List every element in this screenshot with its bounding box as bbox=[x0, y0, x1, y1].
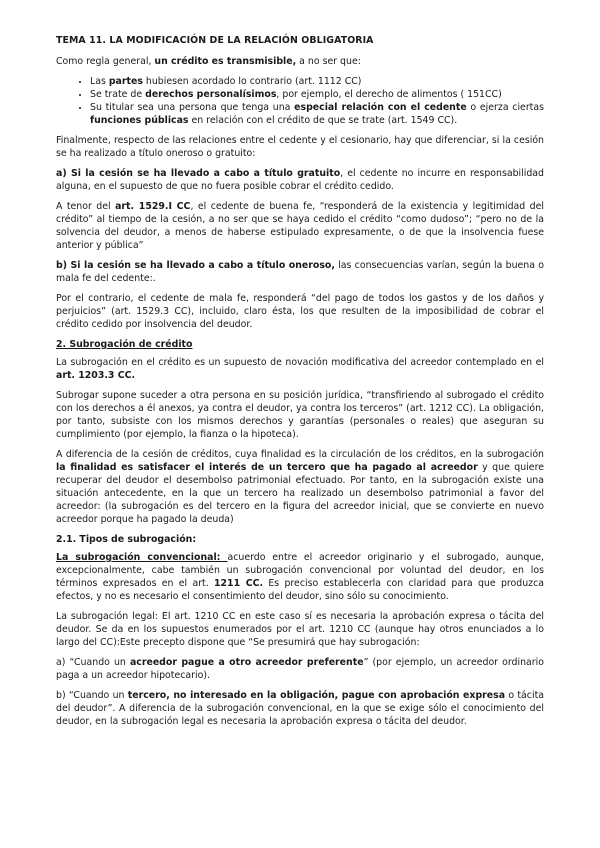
oneroso-paragraph bbox=[56, 259, 544, 285]
subrogacion-text: La subrogación en el crédito es un supuesto de novación modificativa del acreedor contemplado en el bbox=[56, 357, 544, 368]
list-item-bold: derechos personalísimos bbox=[145, 89, 277, 100]
oneroso-bold: b) Si la cesión se ha llevado a cabo a título oneroso, bbox=[56, 260, 335, 271]
gratuito-text: , el cedente no incurre en responsabilidad alguna, en el supuesto de que no fuera posible cobrar el crédito cedido. bbox=[56, 168, 544, 192]
list-item-bold: especial relación con el cedente bbox=[294, 102, 467, 113]
tenor-text: A tenor del bbox=[56, 201, 116, 212]
oneroso-text: las consecuencias varían, según la buena o mala fe del cedente:. bbox=[56, 260, 544, 284]
section-heading-tipos: 2.1. Tipos de subrogación: bbox=[56, 534, 197, 545]
list-item-text: o ejerza ciertas bbox=[466, 102, 544, 113]
gratuito-bold: a) Si la cesión se ha llevado a cabo a título gratuito bbox=[56, 168, 341, 179]
subrogacion-paragraph-3 bbox=[56, 448, 544, 526]
list-item bbox=[90, 88, 544, 101]
case-b-text-end: o tácita del deudor”. A diferencia de la subrogación convencional, en la que se exige sólo el conocimiento del deudor, en la subrogación legal es necesaria la aprobación expresa o tácita del deudor. bbox=[56, 690, 544, 727]
subrogacion-paragraph-2: Subrogar supone suceder a otra persona en su posición jurídica, “transfiriendo al subrogado el crédito con los derechos a él anexos, ya contra el deudor, ya contra los terceros” (art. 1212 CC). La obligación, por tanto, subsiste con los mismos derechos y garantías (personales o reales) que aseguran su cumplimiento (por ejemplo, la fianza o la hipoteca). bbox=[56, 390, 544, 440]
finalmente-paragraph: Finalmente, respecto de las relaciones entre el cedente y el cesionario, hay que diferenciar, si la cesión se ha realizado a título oneroso o gratuito: bbox=[56, 135, 544, 159]
case-b-bold: tercero, no interesado en la obligación, pague con aprobación expresa bbox=[127, 690, 506, 701]
list-item-text: , por ejemplo, el derecho de alimentos ( 151CC) bbox=[276, 89, 502, 100]
gratuito-paragraph bbox=[56, 167, 544, 193]
case-b-paragraph bbox=[56, 689, 544, 728]
intro-paragraph bbox=[56, 55, 544, 68]
list-item-text: en relación con el crédito de que se trate (art. 1549 CC). bbox=[188, 115, 458, 126]
page-title: TEMA 11. LA MODIFICACIÓN DE LA RELACIÓN OBLIGATORIA bbox=[56, 35, 374, 46]
convencional-paragraph bbox=[56, 551, 544, 603]
subrogacion-bold: la finalidad es satisfacer el interés de un tercero que ha pagado al acreedor bbox=[56, 462, 478, 473]
list-item-bold: funciones públicas bbox=[90, 115, 189, 126]
case-a-bold: acreedor pague a otro acreedor preferente bbox=[129, 657, 364, 668]
tenor-bold: art. 1529.I CC bbox=[115, 201, 191, 212]
list-item-text: hubiesen acordado lo contrario (art. 1112 CC) bbox=[142, 76, 362, 87]
list-item-text: Las bbox=[90, 76, 109, 87]
case-a-text-end: ” (por ejemplo, un acreedor ordinario paga a un acreedor hipotecario). bbox=[56, 657, 544, 681]
case-b-text: b) “Cuando un bbox=[56, 690, 128, 701]
intro-bold: un crédito es transmisible, bbox=[154, 56, 297, 67]
subrogacion-bold: art. 1203.3 CC. bbox=[56, 370, 136, 381]
contrario-paragraph: Por el contrario, el cedente de mala fe, responderá “del pago de todos los gastos y de los daños y perjuicios” (art. 1529.3 CC), incluido, claro ésta, los que resulten de la imposibilidad de cobrar el crédito cedido por insolvencia del deudor. bbox=[56, 293, 544, 330]
convencional-text-end: Es preciso establecerla con claridad para que produzca efectos, y no es necesario el consentimiento del deudor, sino sólo su conocimiento. bbox=[56, 578, 544, 602]
subrogacion-paragraph-1 bbox=[56, 356, 544, 382]
list-item-bold: partes bbox=[108, 76, 143, 87]
intro-text: Como regla general, bbox=[56, 56, 155, 67]
tenor-text-end: , el cedente de buena fe, “responderá de la existencia y legitimidad del crédito” al tiempo de la cesión, a no ser que se haya cedido el crédito “como dudoso”; “pero no de la solvencia del deudor, a menos de haberse estipulado expresamente, o de que la insolvencia fuese anterior y pública” bbox=[56, 201, 545, 251]
exceptions-list bbox=[56, 75, 544, 127]
subrogacion-text: A diferencia de la cesión de créditos, cuya finalidad es la circulación de los créditos, en la subrogación bbox=[56, 449, 544, 460]
list-item bbox=[90, 75, 544, 88]
subrogacion-text-end: y que quiere recuperar del deudor el desembolso patrimonial efectuado. Por tanto, en la subrogación existe una situación antecedente, en la que un tercero ha realizado un desembolso patrimonial a favor del acreedor: (la subrogación es del tercero en la figura del acreedor inicial, que se convierte en nuevo acreedor porque ha pagado la deuda) bbox=[56, 462, 544, 525]
case-a-paragraph bbox=[56, 656, 544, 682]
intro-text-end: a no ser que: bbox=[296, 56, 361, 67]
list-item bbox=[90, 101, 544, 127]
list-item-text: Se trate de bbox=[90, 89, 146, 100]
convencional-bold: 1211 CC. bbox=[214, 578, 264, 589]
convencional-underlined: La subrogación convencional: bbox=[56, 552, 228, 563]
convencional-text: acuerdo entre el acreedor originario y el subrogado, aunque, excepcionalmente, cabe también un subrogación convencional por voluntad del deudor, en los términos expresados en el art. bbox=[56, 552, 545, 589]
case-a-text: a) “Cuando un bbox=[56, 657, 130, 668]
section-heading-subrogacion: 2. Subrogación de crédito bbox=[56, 339, 193, 350]
legal-paragraph: La subrogación legal: El art. 1210 CC en este caso sí es necesaria la aprobación expresa o tácita del deudor. Se da en los supuestos enumerados por el art. 1210 CC (aunque hay otros enunciados a lo largo del CC):Este precepto dispone que “Se presumirá que hay subrogación: bbox=[56, 611, 544, 648]
list-item-text: Su titular sea una persona que tenga una bbox=[90, 102, 295, 113]
tenor-paragraph bbox=[56, 200, 544, 252]
